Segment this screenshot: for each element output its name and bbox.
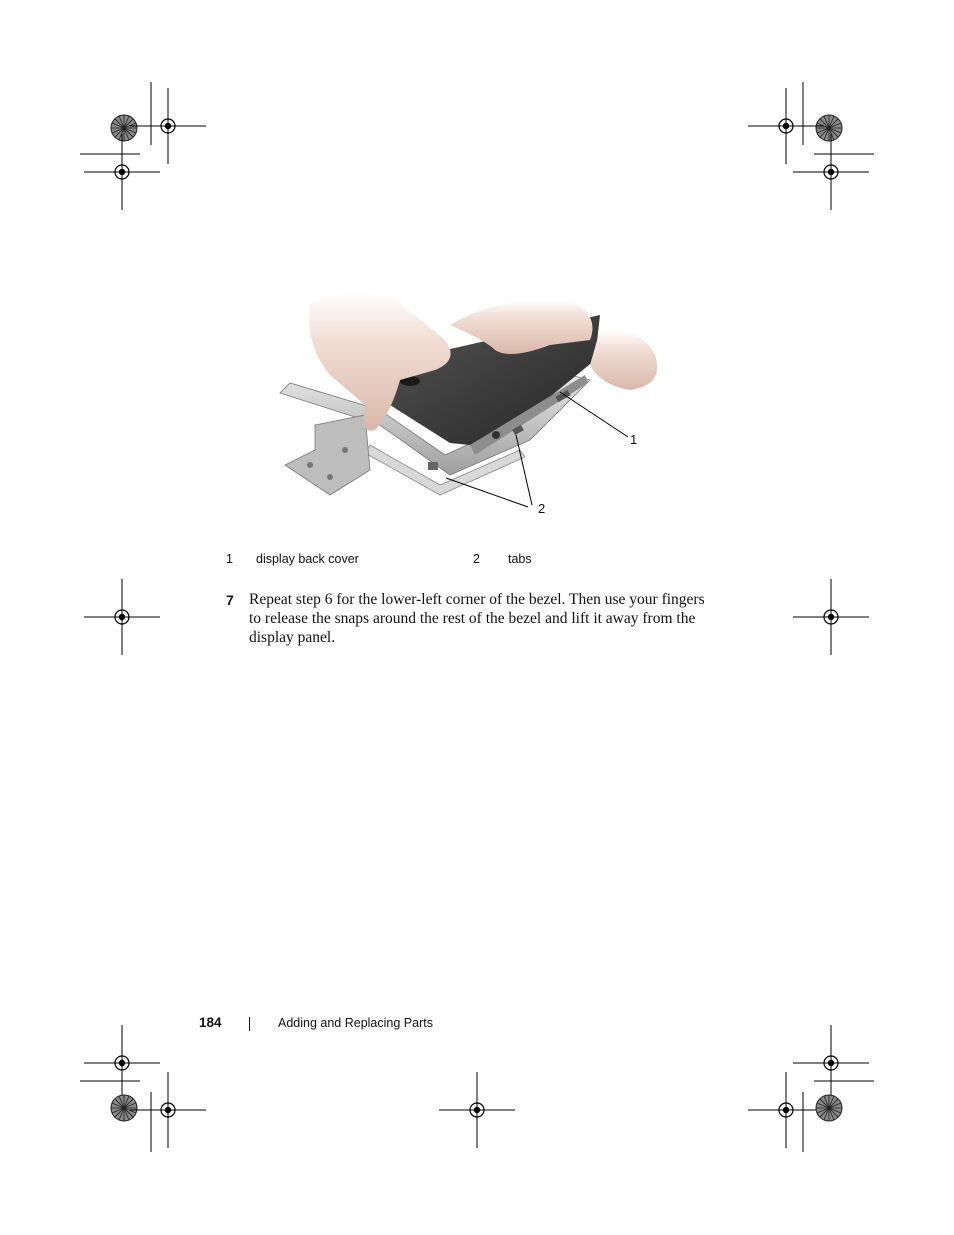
registration-cross-icon [748, 88, 824, 164]
registration-star-icon [816, 1095, 842, 1121]
legend-number-1: 1 [226, 552, 233, 566]
callout-1: 1 [630, 432, 638, 447]
step-number: 7 [226, 592, 234, 608]
registration-cross-icon [84, 579, 160, 655]
registration-cross-icon [793, 1025, 869, 1101]
registration-cross-icon [130, 1072, 206, 1148]
footer-separator [249, 1017, 250, 1031]
legend-label-tabs: tabs [508, 552, 532, 566]
step-text: Repeat step 6 for the lower-left corner of the bezel. Then use your fingers to release the snaps around the rest of the bezel and lift it away from the display panel. [249, 591, 705, 646]
registration-star-icon [816, 115, 842, 141]
callout-1-leader [560, 392, 628, 437]
footer-section-title: Adding and Replacing Parts [278, 1016, 433, 1030]
callout-2-leader-b [516, 435, 532, 505]
registration-cross-icon [793, 579, 869, 655]
registration-cross-icon [793, 134, 869, 210]
page-number: 184 [199, 1015, 222, 1030]
registration-cross-icon [748, 1072, 824, 1148]
legend-number-2: 2 [473, 552, 480, 566]
callout-2: 2 [538, 501, 546, 516]
callout-2-leader-a [446, 478, 528, 507]
legend-label-display-back-cover: display back cover [256, 552, 359, 566]
callout-leaders [270, 285, 670, 525]
figure-display-bezel-removal [270, 285, 670, 525]
registration-cross-icon [439, 1072, 515, 1148]
registration-cross-icon [130, 88, 206, 164]
registration-cross-icon [84, 134, 160, 210]
registration-star-icon [111, 1095, 137, 1121]
registration-cross-icon [84, 1025, 160, 1101]
registration-star-icon [111, 115, 137, 141]
